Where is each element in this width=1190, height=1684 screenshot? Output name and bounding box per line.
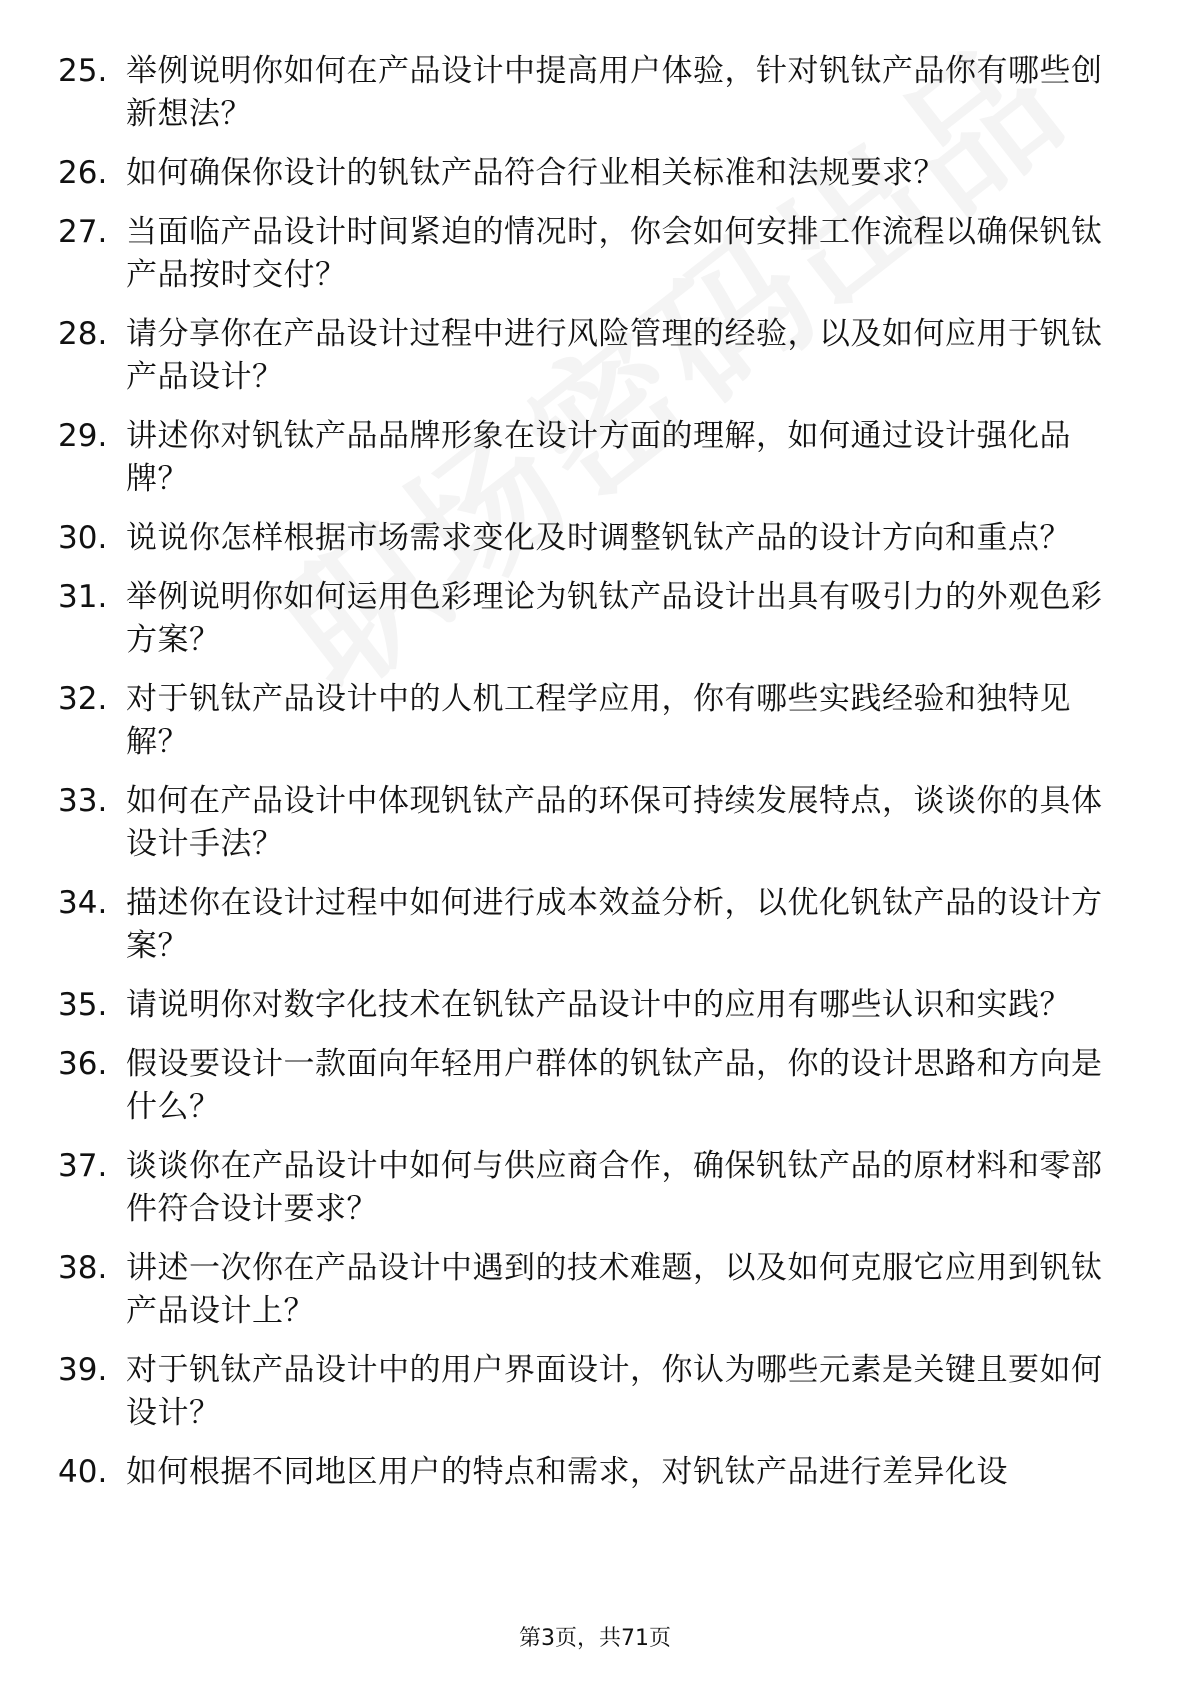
question-text: 说说你怎样根据市场需求变化及时调整钒钛产品的设计方向和重点？ <box>126 520 1071 556</box>
question-item <box>0 984 1190 1027</box>
question-text: 讲述一次你在产品设计中遇到的技术难题，以及如何克服它应用到钒钛产品设计上？ <box>126 1250 1103 1329</box>
question-item <box>0 678 1190 764</box>
question-number: 25. <box>58 53 108 89</box>
question-item <box>0 780 1190 866</box>
question-text: 如何根据不同地区用户的特点和需求，对钒钛产品进行差异化设 <box>126 1454 1008 1490</box>
question-text: 描述你在设计过程中如何进行成本效益分析，以优化钒钛产品的设计方案？ <box>126 885 1103 964</box>
question-number: 31. <box>58 579 108 615</box>
question-text: 如何在产品设计中体现钒钛产品的环保可持续发展特点，谈谈你的具体设计手法？ <box>126 783 1103 862</box>
question-item <box>0 882 1190 968</box>
question-number: 38. <box>58 1250 108 1286</box>
question-text: 假设要设计一款面向年轻用户群体的钒钛产品，你的设计思路和方向是什么？ <box>126 1046 1103 1125</box>
question-item <box>0 1349 1190 1435</box>
question-text: 请说明你对数字化技术在钒钛产品设计中的应用有哪些认识和实践？ <box>126 987 1071 1023</box>
question-text: 当面临产品设计时间紧迫的情况时，你会如何安排工作流程以确保钒钛产品按时交付？ <box>126 214 1103 293</box>
question-number: 37. <box>58 1148 108 1184</box>
question-item <box>0 576 1190 662</box>
question-item <box>0 1043 1190 1129</box>
page-number-label: 第3页，共71页 <box>519 1626 671 1651</box>
question-number: 28. <box>58 316 108 352</box>
question-number: 35. <box>58 987 108 1023</box>
question-number: 36. <box>58 1046 108 1082</box>
question-text: 举例说明你如何运用色彩理论为钒钛产品设计出具有吸引力的外观色彩方案？ <box>126 579 1103 658</box>
question-number: 26. <box>58 155 108 191</box>
question-number: 34. <box>58 885 108 921</box>
question-number: 30. <box>58 520 108 556</box>
question-text: 讲述你对钒钛产品品牌形象在设计方面的理解，如何通过设计强化品牌？ <box>126 418 1071 497</box>
question-text: 如何确保你设计的钒钛产品符合行业相关标准和法规要求？ <box>126 155 945 191</box>
question-number: 29. <box>58 418 108 454</box>
question-list <box>0 50 1190 1510</box>
question-number: 33. <box>58 783 108 819</box>
question-item <box>0 211 1190 297</box>
question-number: 39. <box>58 1352 108 1388</box>
question-number: 32. <box>58 681 108 717</box>
question-item <box>0 415 1190 501</box>
question-text: 对于钒钛产品设计中的用户界面设计，你认为哪些元素是关键且要如何设计？ <box>126 1352 1103 1431</box>
question-item <box>0 517 1190 560</box>
question-number: 40. <box>58 1454 108 1490</box>
question-text: 对于钒钛产品设计中的人机工程学应用，你有哪些实践经验和独特见解？ <box>126 681 1071 760</box>
question-item <box>0 313 1190 399</box>
question-text: 举例说明你如何在产品设计中提高用户体验，针对钒钛产品你有哪些创新想法？ <box>126 53 1103 132</box>
question-item <box>0 1451 1190 1494</box>
question-item <box>0 1247 1190 1333</box>
question-item <box>0 152 1190 195</box>
question-number: 27. <box>58 214 108 250</box>
page-footer <box>0 1621 1190 1652</box>
question-item <box>0 50 1190 136</box>
question-text: 请分享你在产品设计过程中进行风险管理的经验，以及如何应用于钒钛产品设计？ <box>126 316 1103 395</box>
question-text: 谈谈你在产品设计中如何与供应商合作，确保钒钛产品的原材料和零部件符合设计要求？ <box>126 1148 1103 1227</box>
question-item <box>0 1145 1190 1231</box>
